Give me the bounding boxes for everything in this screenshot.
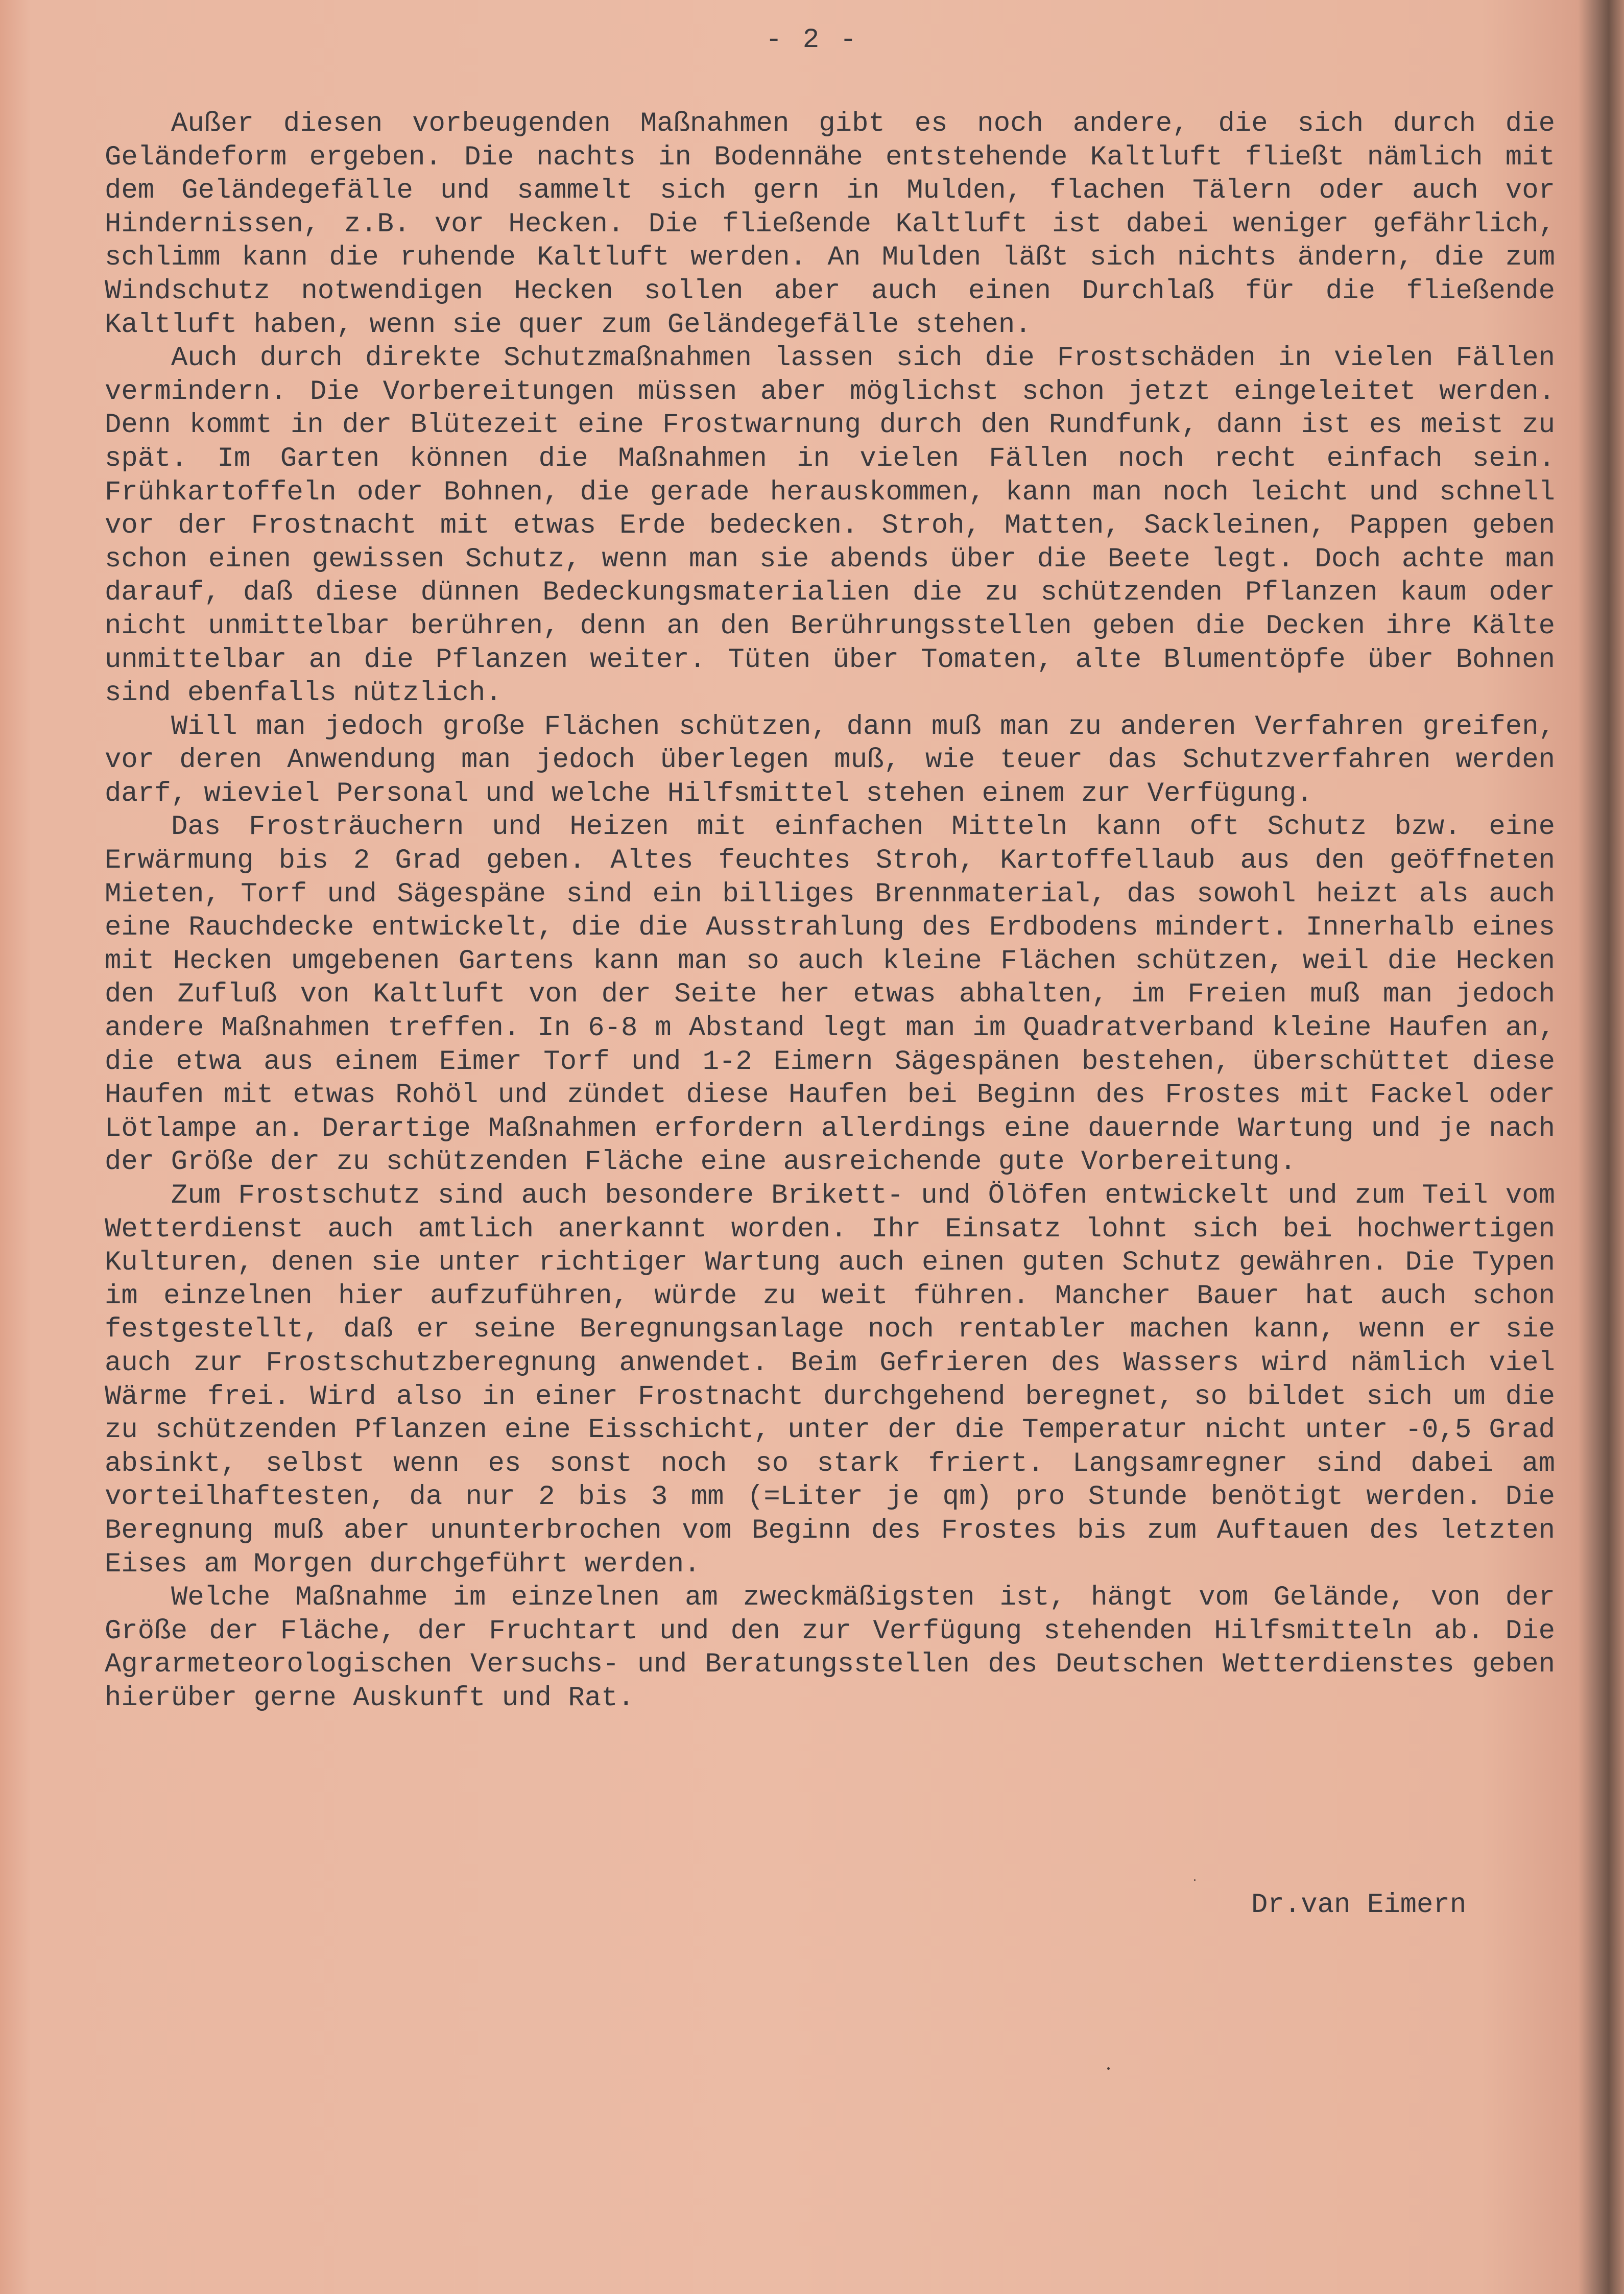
paragraph-large-areas: Will man jedoch große Flächen schützen, dann muß man zu anderen Verfahren greifen, vor deren Anwendung man jedoch überlegen muß, wie teuer das Schutzverfahren werden darf, wieviel Personal und welche Hilfsmittel stehen einem zur Verfügung. [105, 711, 1555, 809]
paragraph-smoking-heating: Das Frosträuchern und Heizen mit einfachen Mitteln kann oft Schutz bzw. eine Erwärmung bis 2 Grad geben. Altes feuchtes Stroh, Kartoffellaub aus den geöffneten Mieten, Torf und Sägespäne sind ein billiges Brennmaterial, das sowohl heizt als auch eine Rauchdecke entwickelt, die die Ausstrahlung des Erdbodens mindert. Innerhalb eines mit Hecken umgebenen Gartens kann man so auch kleine Flächen schützen, weil die Hecken den Zufluß von Kaltluft von der Seite her etwas abhalten, im Freien muß man jedoch andere Maßnahmen treffen. In 6-8 m Abstand legt man im Quadratverband kleine Haufen an, die etwa aus einem Eimer Torf und 1-2 Eimern Sägespänen bestehen, überschüttet diese Haufen mit etwas Rohöl und zündet diese Haufen bei Beginn des Frostes mit Fackel oder Lötlampe an. Derartige Maßnahmen erfordern allerdings eine dauernde Wartung und je nach der Größe der zu schützenden Fläche eine ausreichende gute Vorbereitung. [105, 811, 1555, 1178]
paragraph-relief: Außer diesen vorbeugenden Maßnahmen gibt es noch andere, die sich durch die Geländeform ergeben. Die nachts in Bodennähe entstehende Kaltluft fließt nämlich mit dem Geländegefälle und sammelt sich gern in Mulden, flachen Tälern oder auch vor Hindernissen, z.B. vor Hecken. Die fließende Kaltluft ist dabei weniger gefährlich, schlimm kann die ruhende Kaltluft werden. An Mulden läßt sich nichts ändern, die zum Windschutz notwendigen Hecken sollen aber auch einen Durchlaß für die fließende Kaltluft haben, wenn sie quer zum Geländegefälle stehen. [105, 108, 1555, 341]
body-text [105, 107, 1555, 1715]
paragraph-ovens-sprinkling: Zum Frostschutz sind auch besondere Brikett- und Ölöfen entwickelt und zum Teil vom Wetterdienst auch amtlich anerkannt worden. Ihr Einsatz lohnt sich bei hochwertigen Kulturen, denen sie unter richtiger Wartung auch einen guten Schutz gewähren. Die Typen im einzelnen hier aufzuführen, würde zu weit führen. Mancher Bauer hat auch schon festgestellt, daß er seine Beregnungsanlage noch rentabler machen kann, wenn er sie auch zur Frostschutzberegnung anwendet. Beim Gefrieren des Wassers wird nämlich viel Wärme frei. Wird also in einer Frostnacht durchgehend beregnet, so bildet sich um die zu schützenden Pflanzen eine Eisschicht, unter der die Temperatur nicht unter -0,5 Grad absinkt, selbst wenn es sonst noch so stark friert. Langsamregner sind dabei am vorteilhaftesten, da nur 2 bis 3 mm (=Liter je qm) pro Stunde benötigt werden. Die Beregnung muß aber ununterbrochen vom Beginn des Frostes bis zum Auftauen des letzten Eises am Morgen durchgeführt werden. [105, 1180, 1555, 1580]
author-signature: Dr.van Eimern [1251, 1890, 1467, 1921]
page-number: - 2 - [765, 25, 859, 56]
paragraph-direct-protection: Auch durch direkte Schutzmaßnahmen lassen sich die Frostschäden in vielen Fällen vermindern. Die Vorbereitungen müssen aber möglichst schon jetzt eingeleitet werden. Denn kommt in der Blütezeit eine Frostwarnung durch den Rundfunk, dann ist es meist zu spät. Im Garten können die Maßnahmen in vielen Fällen noch recht einfach sein. Frühkartoffeln oder Bohnen, die gerade herauskommen, kann man noch leicht und schnell vor der Frostnacht mit etwas Erde bedecken. Stroh, Matten, Sackleinen, Pappen geben schon einen gewissen Schutz, wenn man sie abends über die Beete legt. Doch achte man darauf, daß diese dünnen Bedeckungsmaterialien die zu schützenden Pflanzen kaum oder nicht unmittelbar berühren, denn an den Berührungsstellen geben die Decken ihre Kälte unmittelbar an die Pflanzen weiter. Tüten über Tomaten, alte Blumentöpfe über Bohnen sind ebenfalls nützlich. [105, 343, 1555, 709]
paper-speck [1194, 1879, 1196, 1881]
paper-speck [1107, 2067, 1110, 2070]
paragraph-conclusion: Welche Maßnahme im einzelnen am zweckmäßigsten ist, hängt vom Gelände, von der Größe der Fläche, der Fruchtart und den zur Verfügung stehenden Hilfsmitteln ab. Die Agrarmeteorologischen Versuchs- und Beratungsstellen des Deutschen Wetterdienstes geben hierüber gerne Auskunft und Rat. [105, 1582, 1555, 1714]
